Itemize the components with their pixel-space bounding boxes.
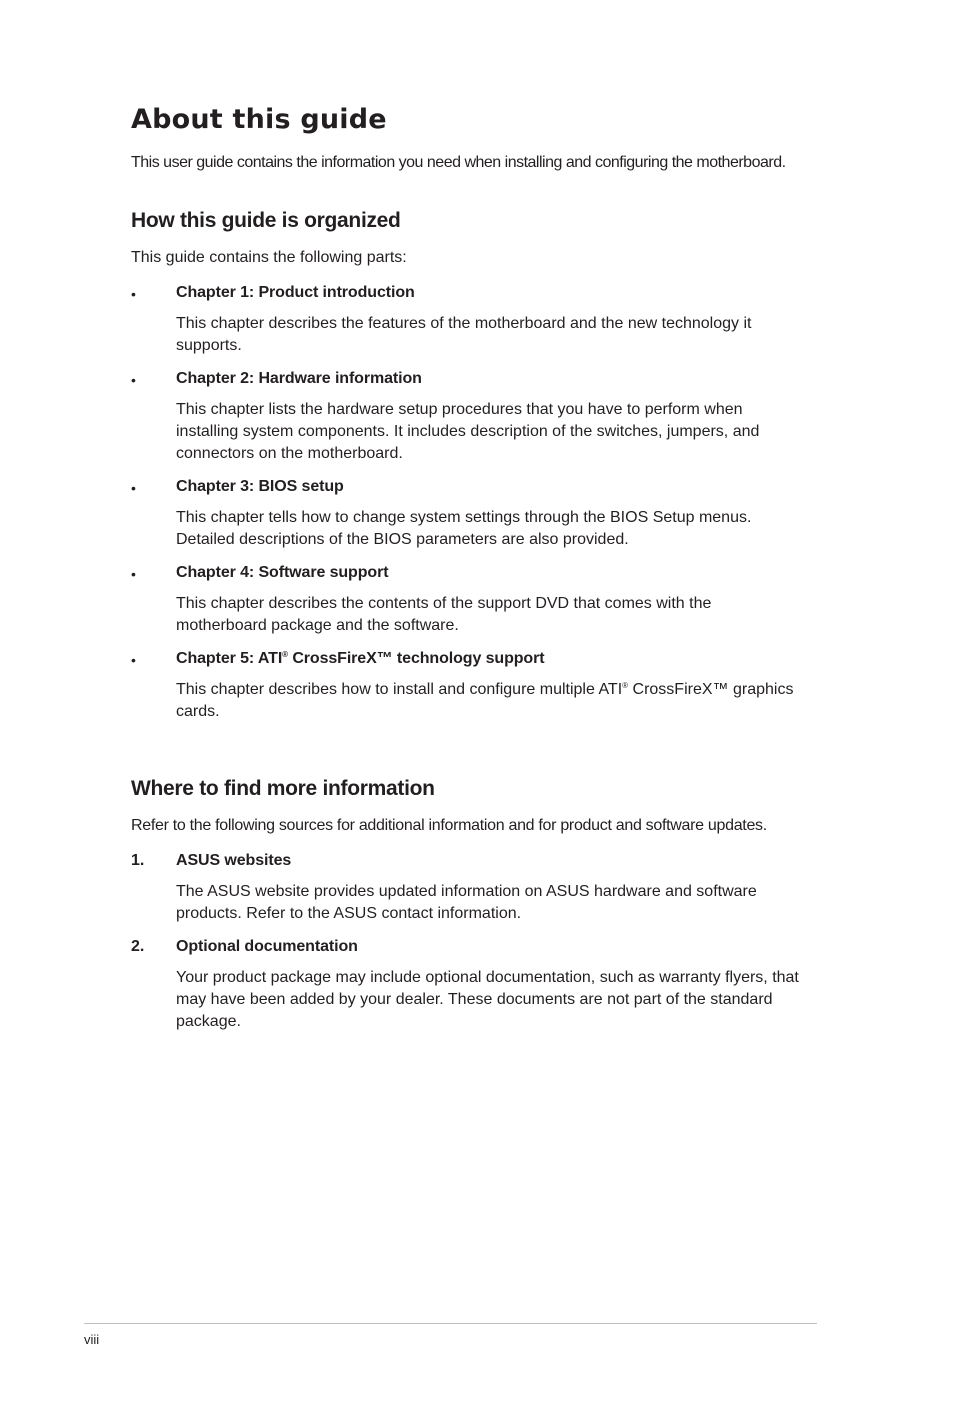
section-lead-organized: This guide contains the following parts: xyxy=(131,249,407,266)
bullet-marker: • xyxy=(131,286,136,302)
chapter-desc-pre: This chapter describes how to install and configure multiple ATI xyxy=(176,681,623,698)
bullet-marker: • xyxy=(131,480,136,496)
footer-divider xyxy=(84,1323,817,1324)
list-number: 1. xyxy=(131,852,145,869)
chapter-title-post: CrossFireX™ technology support xyxy=(287,650,545,667)
item-description: The ASUS website provides updated information on ASUS hardware and software products. Refer to the ASUS contact information. xyxy=(176,883,757,922)
intro-text: This user guide contains the information you need when installing and configuring the motherboard. xyxy=(131,154,786,171)
item-title: Optional documentation xyxy=(176,938,358,955)
bullet-marker: • xyxy=(131,372,136,388)
chapter-title: Chapter 1: Product introduction xyxy=(176,284,415,301)
chapter-title: Chapter 2: Hardware information xyxy=(176,370,422,387)
item-description: Your product package may include optional documentation, such as warranty flyers, that may have been added by your dealer. These documents are not part of the standard package. xyxy=(176,969,799,1030)
page-title: About this guide xyxy=(131,104,387,135)
chapter-title xyxy=(176,650,544,668)
bullet-marker: • xyxy=(131,566,136,582)
section-heading-where: Where to find more information xyxy=(131,777,435,800)
chapter-description: This chapter describes the contents of the support DVD that comes with the motherboard package and the software. xyxy=(176,595,712,634)
section-lead-where: Refer to the following sources for additional information and for product and software updates. xyxy=(131,817,767,834)
chapter-desc-post: CrossFireX™ graphics cards. xyxy=(176,681,794,720)
page-number: viii xyxy=(84,1332,100,1347)
registered-mark: ® xyxy=(282,650,288,659)
list-number: 2. xyxy=(131,938,145,955)
chapter-title: Chapter 4: Software support xyxy=(176,564,389,581)
chapter-title: Chapter 3: BIOS setup xyxy=(176,478,344,495)
chapter-title-pre: Chapter 5: ATI xyxy=(176,650,283,667)
chapter-description xyxy=(176,679,806,723)
chapter-description: This chapter describes the features of the motherboard and the new technology it supports. xyxy=(176,315,752,354)
bullet-marker: • xyxy=(131,652,136,668)
section-heading-organized: How this guide is organized xyxy=(131,209,401,232)
item-title: ASUS websites xyxy=(176,852,292,869)
chapter-description: This chapter lists the hardware setup procedures that you have to perform when installing system components. It includes description of the switches, jumpers, and connectors on the motherboard. xyxy=(176,401,760,462)
chapter-description: This chapter tells how to change system settings through the BIOS Setup menus. Detailed descriptions of the BIOS parameters are also provided. xyxy=(176,509,752,548)
registered-mark: ® xyxy=(622,681,629,690)
